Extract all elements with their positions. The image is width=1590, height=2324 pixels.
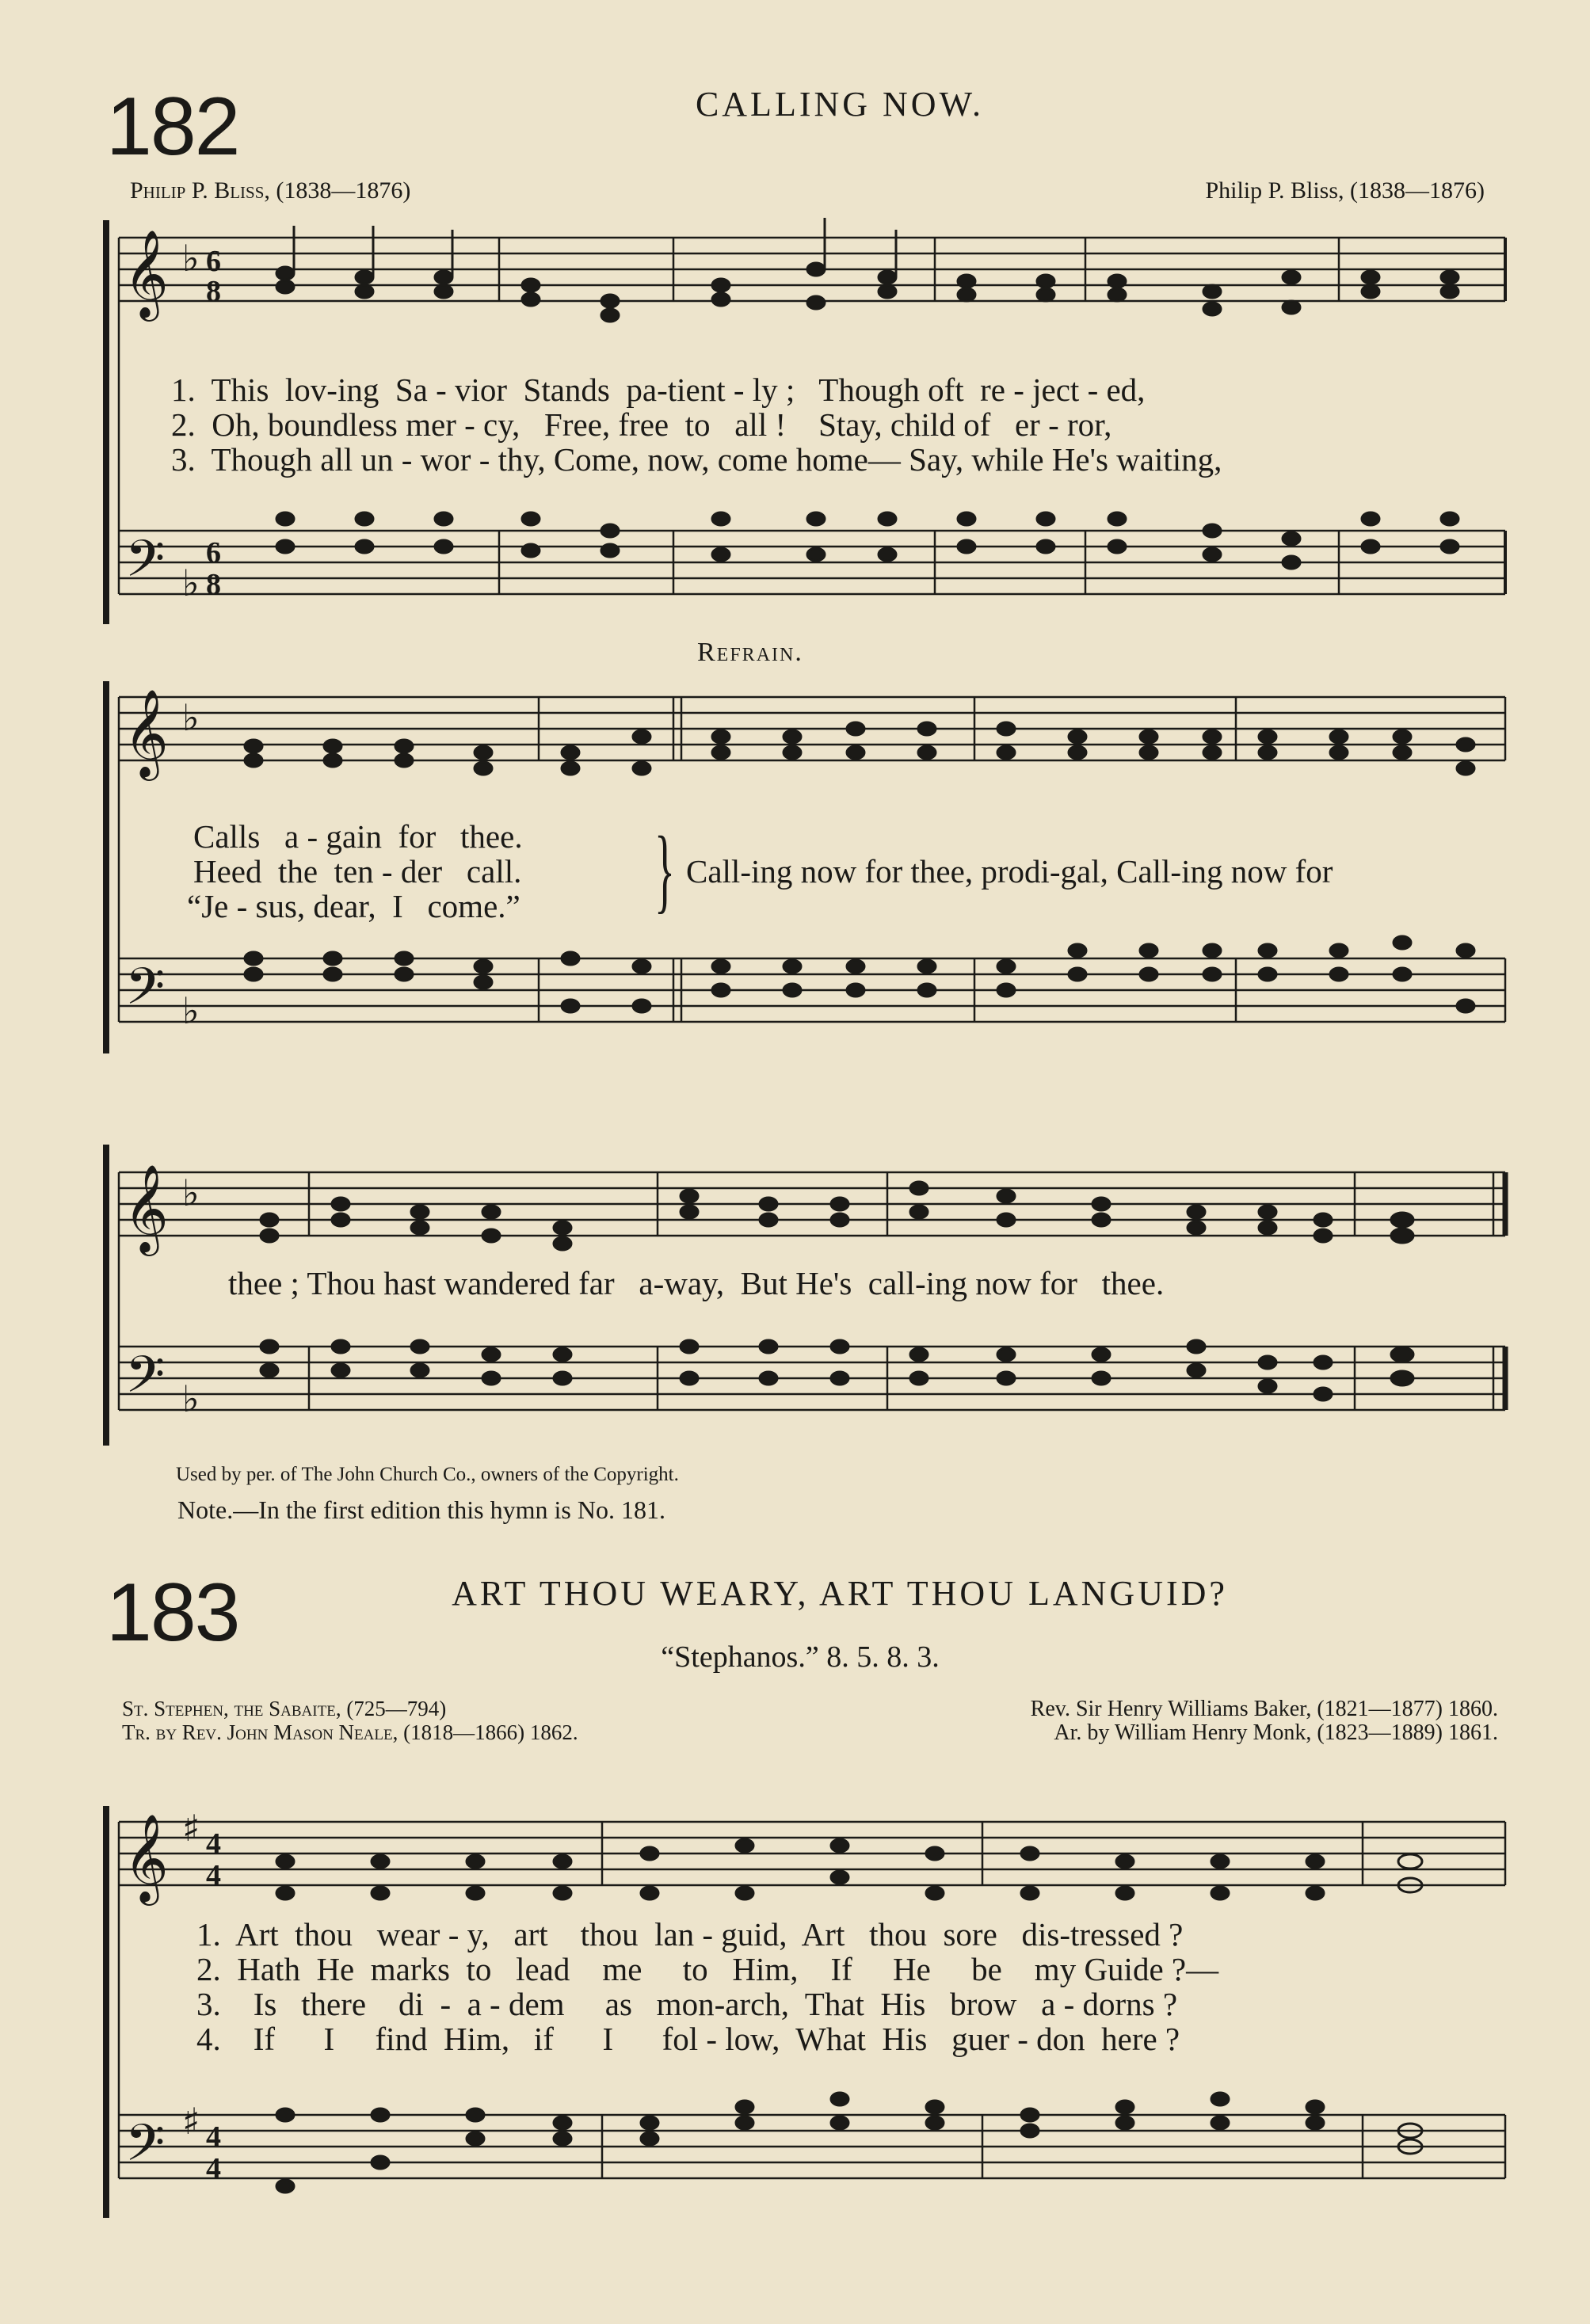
svg-text:♭: ♭ xyxy=(182,562,200,604)
svg-text:♭: ♭ xyxy=(182,1377,200,1420)
svg-text:𝄢: 𝄢 xyxy=(125,2114,166,2185)
edition-note: Note.—In the first edition this hymn is No. 181. xyxy=(177,1495,665,1524)
refrain-verse-1-ending: Calls a - gain for thee. xyxy=(193,818,523,855)
svg-text:♭: ♭ xyxy=(182,696,200,739)
svg-text:8: 8 xyxy=(206,275,221,308)
hymn-number: 183 xyxy=(106,1567,239,1659)
arranger-credit: Ar. by William Henry Monk, (1823—1889) 1861. xyxy=(1054,1720,1498,1745)
music-credit: Philip P. Bliss, (1838—1876) xyxy=(1205,177,1485,204)
svg-text:♭: ♭ xyxy=(182,237,200,280)
svg-text:♭: ♭ xyxy=(182,1172,200,1214)
svg-text:𝄞: 𝄞 xyxy=(124,688,169,777)
verse-brace: } xyxy=(654,817,675,922)
svg-text:8: 8 xyxy=(206,568,221,601)
svg-text:4: 4 xyxy=(206,1827,221,1861)
svg-text:𝄢: 𝄢 xyxy=(125,958,166,1029)
refrain-verse-2-ending: Heed the ten - der call. xyxy=(193,853,522,890)
svg-text:𝄢: 𝄢 xyxy=(125,1346,166,1417)
copyright-notice: Used by per. of The John Church Co., owners of the Copyright. xyxy=(176,1464,679,1485)
refrain-verse-3-ending: “Je - sus, dear, I come.” xyxy=(187,888,520,924)
svg-text:4: 4 xyxy=(206,1859,221,1892)
svg-text:𝄞: 𝄞 xyxy=(124,1813,169,1902)
words-credit: St. Stephen, the Sabaite, (725—794) xyxy=(122,1697,447,1720)
svg-text:𝄞: 𝄞 xyxy=(124,229,169,318)
svg-text:6: 6 xyxy=(206,245,221,278)
verse-3-line: 3. Though all un - wor - thy, Come, now, come home— Say, while He's waiting, xyxy=(171,441,1222,478)
tune-name: “Stephanos.” 8. 5. 8. 3. xyxy=(661,1640,940,1674)
svg-text:♯: ♯ xyxy=(182,2100,200,2143)
svg-text:6: 6 xyxy=(206,536,221,570)
hymn-title: CALLING NOW. xyxy=(695,85,985,124)
verse-1-line: 1. Art thou wear - y, art thou lan - guid, Art thou sore dis-tressed ? xyxy=(196,1916,1184,1953)
svg-text:♭: ♭ xyxy=(182,989,200,1032)
words-credit: Philip P. Bliss, (1838—1876) xyxy=(130,177,411,204)
refrain-line-2: thee ; Thou hast wandered far a-way, But He's call-ing now for thee. xyxy=(228,1265,1165,1301)
verse-3-line: 3. Is there di - a - dem as mon-arch, That His brow a - dorns ? xyxy=(196,1986,1178,2022)
verse-4-line: 4. If I find Him, if I fol - low, What His guer - don here ? xyxy=(196,2021,1180,2057)
svg-text:♯: ♯ xyxy=(182,1807,200,1850)
verse-1-line: 1. This lov-ing Sa - vior Stands pa-tient - ly ; Though oft re - ject - ed, xyxy=(171,371,1146,408)
svg-text:𝄞: 𝄞 xyxy=(124,1164,169,1252)
refrain-label: Refrain. xyxy=(697,638,803,667)
svg-text:4: 4 xyxy=(206,2152,221,2185)
music-credit: Rev. Sir Henry Williams Baker, (1821—1877) 1860. xyxy=(1030,1697,1498,1721)
verse-2-line: 2. Oh, boundless mer - cy, Free, free to all ! Stay, child of er - ror, xyxy=(171,406,1112,443)
verse-2-line: 2. Hath He marks to lead me to Him, If He be my Guide ?— xyxy=(196,1951,1219,1987)
refrain-line-1: Call-ing now for thee, prodi-gal, Call-ing now for xyxy=(686,853,1333,890)
svg-text:𝄢: 𝄢 xyxy=(125,530,166,601)
hymn-title: ART THOU WEARY, ART THOU LANGUID? xyxy=(452,1574,1228,1613)
hymn-number: 182 xyxy=(106,81,239,173)
translator-credit: Tr. by Rev. John Mason Neale, (1818—1866) 1862. xyxy=(122,1720,578,1744)
svg-text:4: 4 xyxy=(206,2120,221,2154)
